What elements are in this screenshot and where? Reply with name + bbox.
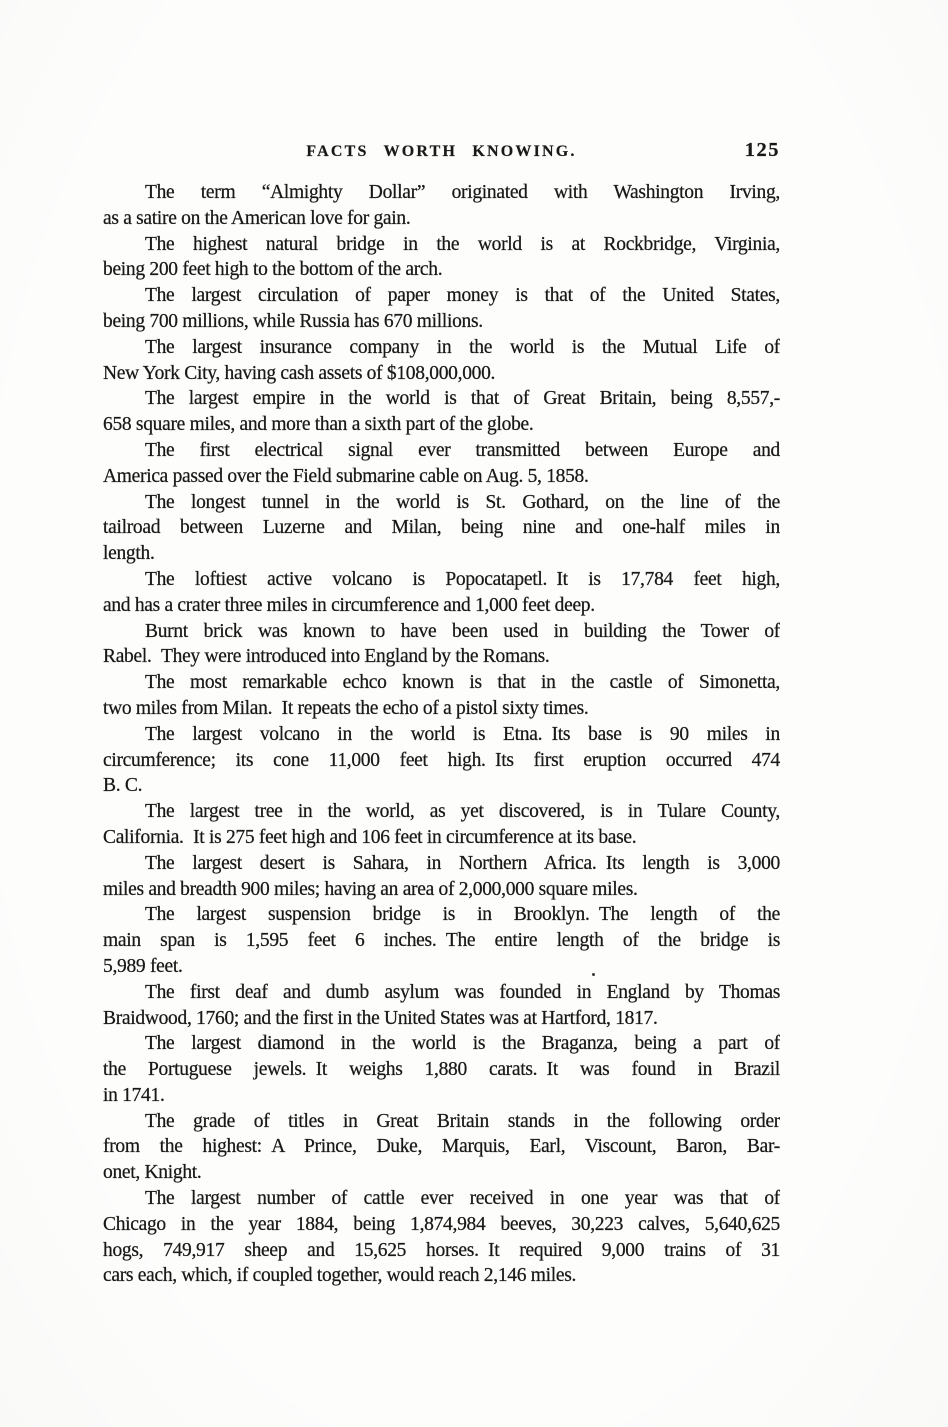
paragraph	[103, 799, 780, 851]
text-line: the Portuguese jewels. It weighs 1,880 carats. It was found in Brazil	[103, 1059, 780, 1081]
text-line: The longest tunnel in the world is St. Gothard, on the line of the	[145, 491, 780, 513]
text-line: Burnt brick was known to have been used in building the Tower of	[145, 620, 780, 642]
text-line: The first electrical signal ever transmitted between Europe and	[145, 439, 780, 461]
paragraph	[103, 902, 780, 979]
text-line: two miles from Milan. It repeats the echo of a pistol sixty times.	[103, 697, 589, 719]
paragraph	[103, 490, 780, 567]
text-line: 5,989 feet.	[103, 955, 183, 977]
page-number: 125	[744, 139, 780, 161]
text-line: The largest suspension bridge is in Brooklyn. The length of the	[145, 904, 780, 926]
text-line: in 1741.	[103, 1084, 165, 1106]
paragraph	[103, 335, 780, 387]
text-line: main span is 1,595 feet 6 inches. The entire length of the bridge is	[103, 930, 780, 952]
text-line: The largest tree in the world, as yet discovered, is in Tulare County,	[145, 801, 780, 823]
paragraph	[103, 980, 780, 1032]
text-line: and has a crater three miles in circumference and 1,000 feet deep.	[103, 594, 595, 616]
text-line: Braidwood, 1760; and the first in the United States was at Hartford, 1817.	[103, 1007, 658, 1029]
text-line: from the highest: A Prince, Duke, Marquis, Earl, Viscount, Baron, Bar-	[103, 1136, 780, 1158]
text-line: cars each, which, if coupled together, would reach 2,146 miles.	[103, 1265, 577, 1287]
text-line: onet, Knight.	[103, 1162, 202, 1184]
scan-artifact-dot	[592, 973, 595, 976]
text-line: The largest volcano in the world is Etna. Its base is 90 miles in	[145, 723, 780, 745]
text-line: New York City, having cash assets of $108,000,000.	[103, 362, 496, 384]
paragraph	[103, 1109, 780, 1186]
text-line: The grade of titles in Great Britain stands in the following order	[145, 1110, 780, 1132]
text-line: hogs, 749,917 sheep and 15,625 horses. It required 9,000 trains of 31	[103, 1239, 780, 1261]
text-line: The largest number of cattle ever received in one year was that of	[145, 1188, 780, 1210]
text-line: The term “Almighty Dollar” originated with Washington Irving,	[145, 182, 780, 203]
paragraph	[103, 567, 780, 619]
paragraph	[103, 438, 780, 490]
paragraph	[103, 386, 780, 438]
paragraph	[103, 670, 780, 722]
running-head	[103, 139, 780, 167]
running-head-title: FACTS WORTH KNOWING.	[306, 143, 577, 160]
text-line: Chicago in the year 1884, being 1,874,984 beeves, 30,223 calves, 5,640,625	[103, 1213, 780, 1235]
paragraph	[103, 619, 780, 671]
paragraph	[103, 283, 780, 335]
text-line: B. C.	[103, 775, 143, 797]
text-line: The largest insurance company in the world is the Mutual Life of	[145, 336, 780, 358]
paragraph	[103, 851, 780, 903]
text-line: as a satire on the American love for gain.	[103, 207, 411, 229]
paragraph	[103, 1186, 780, 1289]
text-line: length.	[103, 543, 155, 565]
text-line: circumference; its cone 11,000 feet high. Its first eruption occurred 474	[103, 749, 780, 771]
text-line: The largest circulation of paper money is that of the United States,	[145, 285, 780, 307]
text-line: being 200 feet high to the bottom of the arch.	[103, 259, 443, 281]
paragraph	[103, 722, 780, 799]
paragraph	[103, 232, 780, 284]
text-line: The first deaf and dumb asylum was founded in England by Thomas	[145, 981, 780, 1003]
text-line: tailroad between Luzerne and Milan, being nine and one-half miles in	[103, 517, 780, 539]
text-line: miles and breadth 900 miles; having an area of 2,000,000 square miles.	[103, 878, 638, 900]
text-line: America passed over the Field submarine cable on Aug. 5, 1858.	[103, 465, 589, 487]
text-line: being 700 millions, while Russia has 670 millions.	[103, 310, 483, 332]
text-line: The largest diamond in the world is the Braganza, being a part of	[145, 1033, 780, 1055]
paragraph	[103, 180, 780, 232]
text-line: The largest desert is Sahara, in Northern Africa. Its length is 3,000	[145, 852, 780, 874]
page-body	[103, 180, 780, 1289]
paragraph	[103, 1031, 780, 1108]
text-line: California. It is 275 feet high and 106 feet in circumference at its base.	[103, 826, 637, 848]
text-line: The loftiest active volcano is Popocatapetl. It is 17,784 feet high,	[145, 568, 780, 590]
text-line: The most remarkable echco known is that in the castle of Simonetta,	[145, 672, 780, 694]
text-line: Rabel. They were introduced into England by the Romans.	[103, 646, 550, 668]
text-line: The highest natural bridge in the world is at Rockbridge, Virginia,	[145, 233, 780, 255]
text-line: 658 square miles, and more than a sixth part of the globe.	[103, 414, 534, 436]
text-line: The largest empire in the world is that of Great Britain, being 8,557,-	[145, 388, 780, 410]
